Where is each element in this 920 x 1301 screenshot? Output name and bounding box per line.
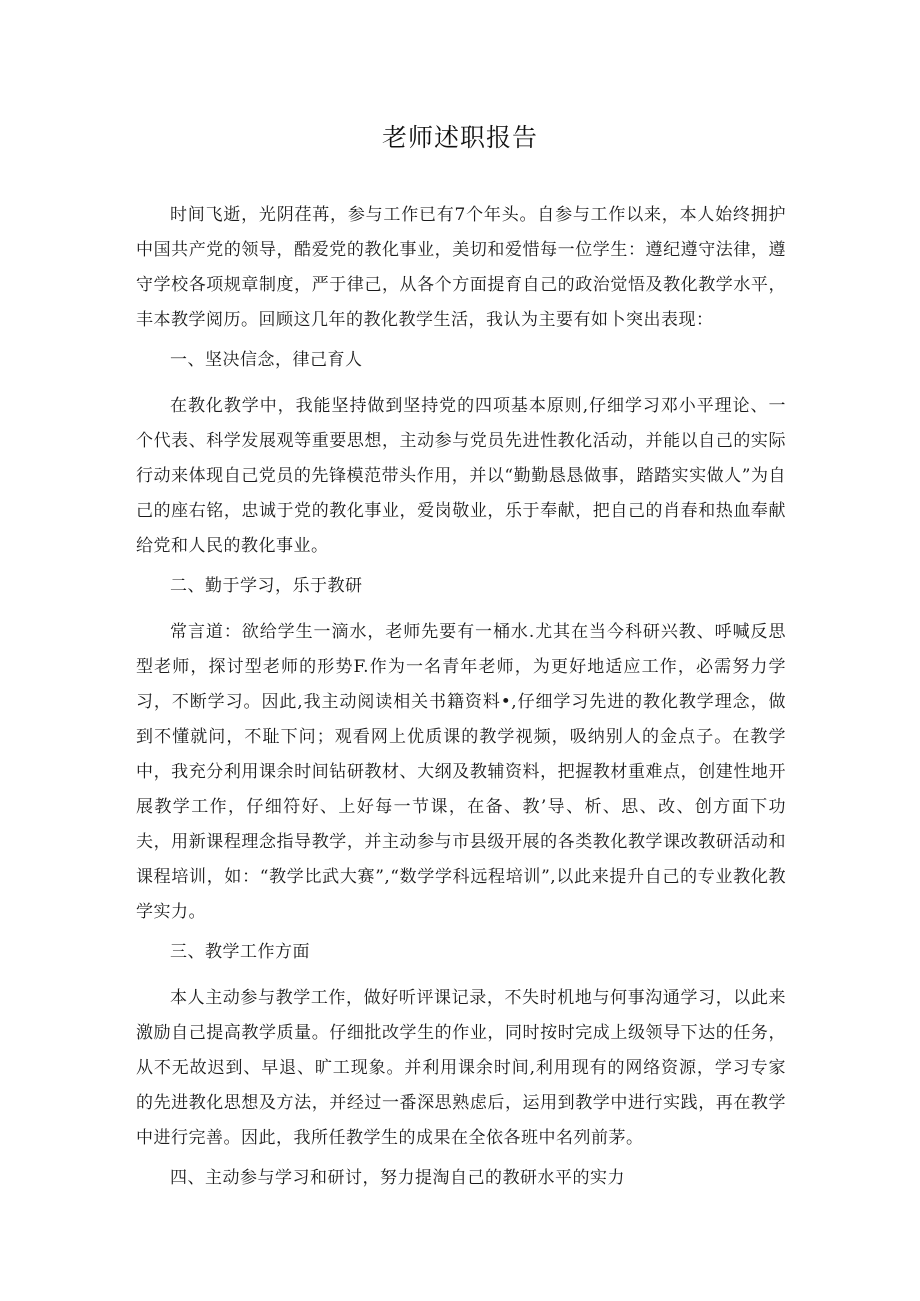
section-heading-1: 一、坚决信念，律己育人 bbox=[170, 350, 363, 370]
section-heading-4: 四、主动参与学习和研讨，努力提淘自己的教研水平的实力 bbox=[170, 1168, 625, 1188]
section-heading-2: 二、勤于学习，乐于教研 bbox=[170, 576, 363, 596]
section-body-2: 常言道：欲给学生一滴水，老师先要有一桶水.尤其在当今科研兴教、呼喊反思型老师，探讨型老师的形势F.作为一名青年老师，为更好地适应工作，必需努力学习，不断学习。因此,我主动阅读相关书籍资料•,仔细学习先进的教化教学理念，做到不懂就问，不耻下问；观看网上优质课的教学视频，吸纳别人的金点子。在教学中，我充分利用课余时间钻研教材、大纲及教辅资料，把握教材重难点，创建性地开展教学工作，仔细符好、上好每一节课，在备、教’导、析、思、改、创方面下功夫，用新课程理念指导教学，并主动参与市县级开展的各类教化教学课改教研活动和课程培训，如：“教学比武大赛”,“数学学科远程培训”,以此来提升自己的专业教化教学实力。 bbox=[136, 622, 786, 922]
document-body bbox=[136, 198, 786, 1207]
document-title: 老师述职报告 bbox=[381, 123, 538, 152]
section-body-3: 本人主动参与教学工作，做好听评课记录，不失时机地与何事沟通学习，以此来激励自己提高教学质量。仔细批改学生的作业，同时按时完成上级领导下达的任务，从不无故迟到、早退、旷工现象。并利用课余时间,利用现有的网络资源，学习专家的先进教化思想及方法，并经过一番深思熟虑后，运用到教学中进行实践，再在教学中进行完善。因此，我所任教学生的成果在全依各班中名列前茅。 bbox=[136, 988, 786, 1148]
section-body-1: 在教化教学中，我能坚持做到坚持党的四项基本原则,仔细学习邓小平理论、一个代表、科学发展观等重要思想，主动参与党员先进性教化活动，并能以自己的实际行动来体现自己党员的先锋模范带头作用，并以“勤勤恳恳做事，踏踏实实做人”为自己的座右铭，忠诚于党的教化事业，爱岗敬业，乐于奉献，把自己的肖春和热血奉献给党和人民的教化事业。 bbox=[136, 396, 786, 556]
intro-paragraph: 时间飞逝，光阴荏苒，参与工作已有7个年头。自参与工作以来，本人始终拥护中国共产党的领导，酷爱党的教化事业，美切和爱惜每一位学生：遵纪遵守法律，遵守学校各项规章制度，严于律己，从各个方面提育自己的政治觉悟及教化教学水平，丰本教学阅历。回顾这几年的教化教学生活，我认为主要有如卜突出表现： bbox=[136, 205, 786, 330]
section-heading-3: 三、教学工作方面 bbox=[170, 942, 310, 962]
